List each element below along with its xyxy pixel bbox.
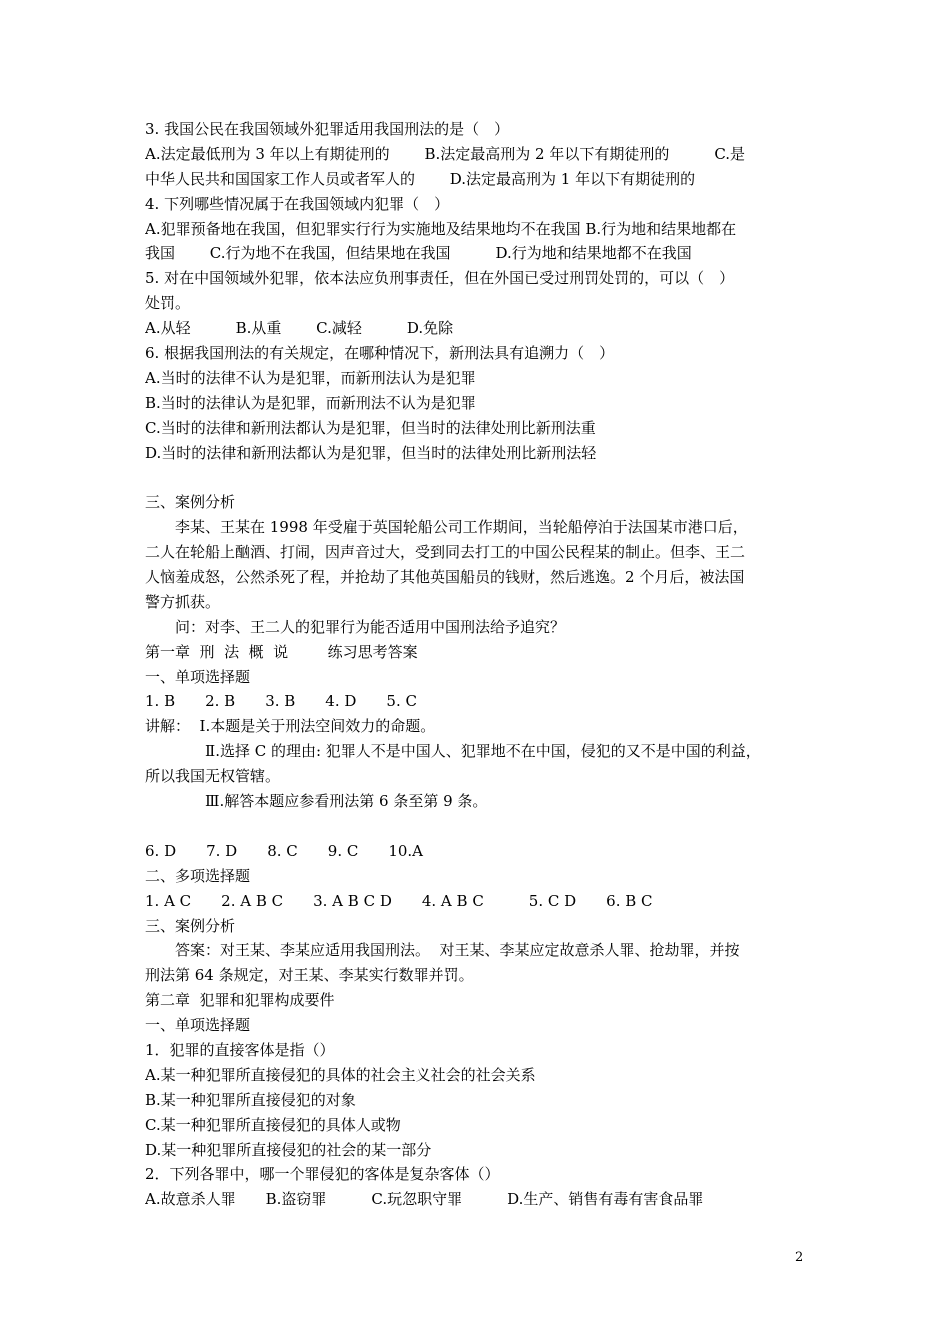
text-line: C.某一种犯罪所直接侵犯的具体人或物 <box>145 1115 401 1134</box>
text-line: 刑法第 64 条规定，对王某、李某实行数罪并罚。 <box>145 966 474 985</box>
text-line: 问：对李、王二人的犯罪行为能否适用中国刑法给予追究？ <box>145 617 566 636</box>
text-line: 2．下列各罪中，哪一个罪侵犯的客体是复杂客体（） <box>145 1165 500 1184</box>
text-line: 三、案例分析 <box>145 916 236 935</box>
text-line: 二人在轮船上酗酒、打闹，因声音过大，受到同去打工的中国公民程某的制止。但李、王二 <box>145 543 746 562</box>
text-line: 1. B 2. B 3. B 4. D 5. C <box>145 692 417 711</box>
text-line: D.当时的法律和新刑法都认为是犯罪，但当时的法律处刑比新刑法轻 <box>145 443 597 462</box>
text-line: A.犯罪预备地在我国，但犯罪实行行为实施地及结果地均不在我国 B.行为地和结果地都在 <box>145 219 737 238</box>
text-line: 3. 我国公民在我国领域外犯罪适用我国刑法的是（ ） <box>145 120 510 138</box>
text-line: 警方抓获。 <box>145 592 221 611</box>
text-line: 一、单项选择题 <box>145 1016 251 1035</box>
text-line: 4. 下列哪些情况属于在我国领域内犯罪（ ） <box>145 194 450 213</box>
text-line: A.法定最低刑为 3 年以上有期徒刑的 B.法定最高刑为 2 年以下有期徒刑的 C.是 <box>145 144 746 163</box>
text-line: Ⅱ.选择 C 的理由: 犯罪人不是中国人、犯罪地不在中国，侵犯的又不是中国的利益， <box>145 742 761 761</box>
text-line: A.从轻 B.从重 C.减轻 D.免除 <box>145 319 454 338</box>
text-line: 6. D 7. D 8. C 9. C 10.A <box>145 841 424 860</box>
text-line: C.当时的法律和新刑法都认为是犯罪，但当时的法律处刑比新刑法重 <box>145 418 596 437</box>
text-line: A.当时的法律不认为是犯罪，而新刑法认为是犯罪 <box>145 368 476 387</box>
text-line: 第二章 犯罪和犯罪构成要件 <box>145 991 335 1010</box>
text-line: 讲解： Ⅰ.本题是关于刑法空间效力的命题。 <box>145 717 436 736</box>
text-line: 中华人民共和国国家工作人员或者军人的 D.法定最高刑为 1 年以下有期徒刑的 <box>145 169 696 188</box>
text-line: A.故意杀人罪 B.盗窃罪 C.玩忽职守罪 D.生产、销售有毒有害食品罪 <box>145 1190 704 1209</box>
text-line: 李某、王某在 1998 年受雇于英国轮船公司工作期间，当轮船停泊于法国某市港口后， <box>145 518 748 537</box>
text-line: 1. A C 2. A B C 3. A B C D 4. A B C 5. C D 6. B C <box>145 891 653 910</box>
text-line: D.某一种犯罪所直接侵犯的社会的某一部分 <box>145 1140 432 1159</box>
text-line: 5. 对在中国领域外犯罪，依本法应负刑事责任，但在外国已受过刑罚处罚的，可以（ ） <box>145 269 735 288</box>
text-line: 二、多项选择题 <box>145 866 251 885</box>
text-line: 三、案例分析 <box>145 493 236 512</box>
page-number: 2 <box>795 1250 804 1265</box>
text-line: A.某一种犯罪所直接侵犯的具体的社会主义社会的社会关系 <box>145 1065 536 1084</box>
blank-line <box>145 465 810 490</box>
text-line: 所以我国无权管辖。 <box>145 767 281 786</box>
text-line: B.当时的法律认为是犯罪，而新刑法不认为是犯罪 <box>145 393 476 412</box>
text-line: 一、单项选择题 <box>145 667 251 686</box>
text-line: Ⅲ.解答本题应参看刑法第 6 条至第 9 条。 <box>145 792 488 811</box>
text-line: 答案：对王某、李某应适用我国刑法。 对王某、李某应定故意杀人罪、抢劫罪，并按 <box>145 941 740 960</box>
text-line: 第一章 刑 法 概 说 练习思考答案 <box>145 642 418 661</box>
text-line: 我国 C.行为地不在我国，但结果地在我国 D.行为地和结果地都不在我国 <box>145 244 692 263</box>
text-line: 处罚。 <box>145 294 191 313</box>
blank-line <box>145 814 810 839</box>
text-line: B.某一种犯罪所直接侵犯的对象 <box>145 1090 356 1109</box>
text-line: 1．犯罪的直接客体是指（） <box>145 1040 335 1059</box>
text-line: 6. 根据我国刑法的有关规定，在哪种情况下，新刑法具有追溯力（ ） <box>145 344 615 363</box>
text-line: 人恼羞成怒，公然杀死了程，并抢劫了其他英国船员的钱财，然后逃逸。2 个月后，被法国 <box>145 568 745 587</box>
document-body <box>145 117 810 1212</box>
